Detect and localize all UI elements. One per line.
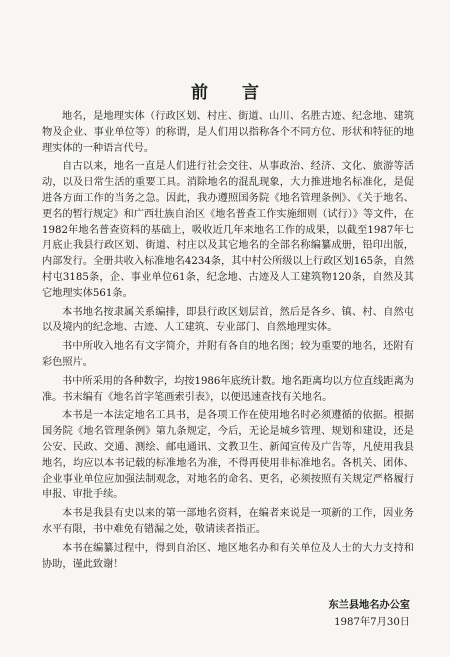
preface-body <box>42 109 414 575</box>
paragraph: 书中所采用的各种数字，均按1986年底统计数。地名距离均以方位直线距离为准。书末编有《地名首字笔画索引表》，以便迅速查找有关地名。 <box>42 375 414 403</box>
signature-date: 1987年7月30日 <box>334 617 410 628</box>
paragraph: 本书在编纂过程中，得到自治区、地区地名办和有关单位及人士的大力支持和协助，谨此致谢！ <box>42 542 414 570</box>
paragraph: 本书地名按隶属关系编排，即县行政区划层首，然后是各乡、镇、村、自然屯以及境内的纪念地、古迹、人工建筑、专业部门、自然地理实体。 <box>42 306 414 334</box>
paragraph: 书中所收入地名有文字简介，并附有各自的地名图；较为重要的地名，还附有彩色照片。 <box>42 341 414 368</box>
paragraph: 本书是一本法定地名工具书，是各项工作在使用地名时必须遵循的依据。根据国务院《地名管理条例》第九条规定，今后，无论是城乡管理、规划和建设，还是公安、民政、交通、测绘、邮电通讯、文教卫生、新闻宣传及广告等，凡使用我县地名，均应以本书记载的标准地名为准，不得再使用非标准地名。各机关、团体、企业事业单位应加强法制观念，对地名的命名、更名，必须按照有关规定严格履行申报、审批手续。 <box>42 410 414 501</box>
paragraph: 地名，是地理实体（行政区划、村庄、街道、山川、名胜古迹、纪念地、建筑物及企业、事业单位等）的称谓，是人们用以指称各个不同方位、形状和特征的地理实体的一种语言代号。 <box>42 111 414 154</box>
paragraph: 本书是我县有史以来的第一部地名资料，在编者来说是一项新的工作，因业务水平有限，书中难免有错漏之处，敬请读者指正。 <box>42 508 414 535</box>
paragraph: 自古以来，地名一直是人们进行社会交往、从事政治、经济、文化、旅游等活动，以及日常生活的重要工具。消除地名的混乱现象，大力推进地名标准化，是促进各方面工作的当务之急。因此，我办遵照国务院《地名管理条例》、《关于地名、更名的暂行规定》和广西壮族自治区《地名普查工作实施细则（试行）》等文件，在1982年地名普查资料的基础上，吸收近几年来地名工作的成果，以截至1987年七月底止我县行政区划、街道、村庄以及其它地名的全部名称编纂成册，铅印出版，内部发行。全册共收入标准地名4234条，其中村公所级以上行政区划165条，自然村屯3185条，企、事业单位61条，纪念地、古迹及人工建筑物120条，自然及其它地理实体561条。 <box>42 161 414 299</box>
signature-organization: 东兰县地名办公室 <box>328 599 410 611</box>
signature-block <box>329 597 411 631</box>
page-title: 前 言 <box>191 83 273 103</box>
